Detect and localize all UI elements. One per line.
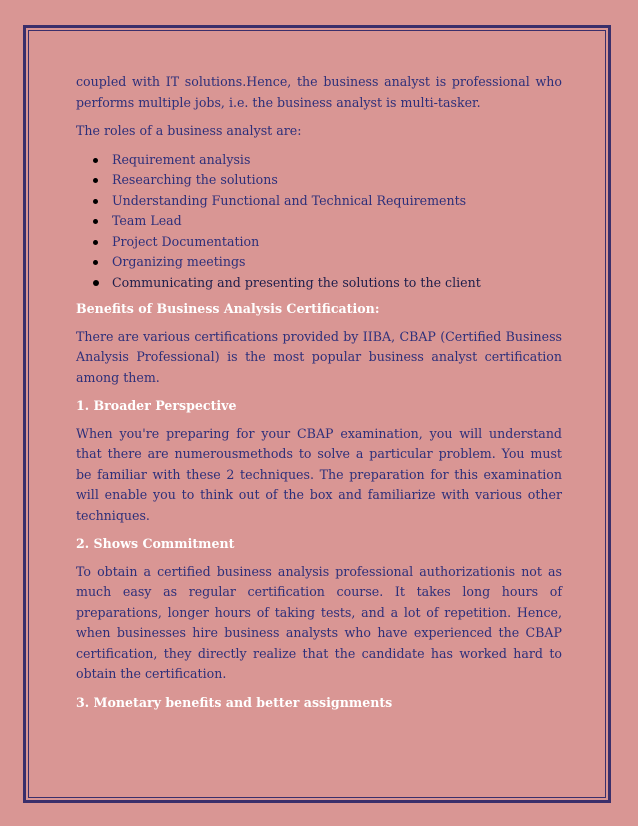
intro-paragraph: coupled with IT solutions.Hence, the business analyst is professional who performs multiple jobs, i.e. the business analyst is multi-tasker. [76, 74, 562, 110]
benefits-heading: Benefits of Business Analysis Certification: [76, 301, 380, 316]
section-1-heading: 1. Broader Perspective [76, 398, 237, 413]
list-item: Researching the solutions [112, 170, 562, 191]
list-item: Communicating and presenting the solutions to the client [112, 273, 562, 294]
roles-list [76, 150, 562, 294]
roles-intro: The roles of a business analyst are: [76, 123, 302, 138]
section-2-heading: 2. Shows Commitment [76, 536, 235, 551]
list-item: Understanding Functional and Technical Requirements [112, 191, 562, 212]
section-1-text: When you're preparing for your CBAP examination, you will understand that there are numerousmethods to solve a particular problem. You must be familiar with these 2 techniques. The preparation for this examination will enable you to think out of the box and familiarize with various other techniques. [76, 425, 562, 523]
list-item: Organizing meetings [112, 252, 562, 273]
section-3-heading: 3. Monetary benefits and better assignments [76, 694, 393, 710]
document-body [76, 72, 562, 720]
section-2-text: To obtain a certified business analysis professional authorizationis not as much easy as regular certification course. It takes long hours of preparations, longer hours of taking tests, and a lot of repetition. Hence, when businesses hire business analysts who have experienced the CBAP certification, they directly realize that the candidate has worked hard to obtain the certification. [76, 563, 562, 681]
list-item: Team Lead [112, 211, 562, 232]
list-item: Requirement analysis [112, 150, 562, 171]
list-item: Project Documentation [112, 232, 562, 253]
benefits-paragraph: There are various certifications provided by IIBA, CBAP (Certified Business Analysis Professional) is the most popular business analyst certification among them. [76, 328, 562, 385]
